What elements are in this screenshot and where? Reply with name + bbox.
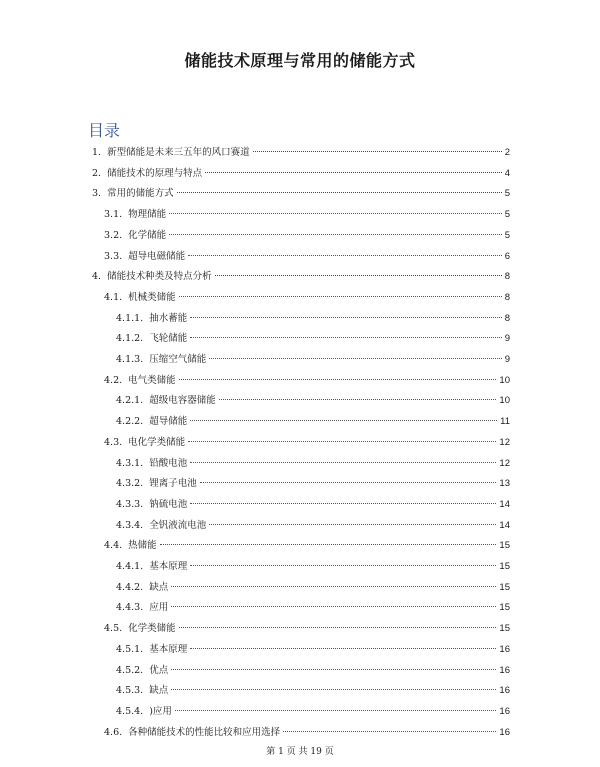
toc-entry-number: 4.1. xyxy=(104,292,123,303)
toc-entry-label: 新型储能是未来三五年的风口赛道 xyxy=(107,147,250,158)
toc-entry-label: 常用的储能方式 xyxy=(107,188,174,199)
toc-heading: 目录 xyxy=(88,121,121,140)
toc-dot-leader xyxy=(171,689,496,690)
toc-entry-page: 2 xyxy=(504,147,510,158)
toc-entry[interactable] xyxy=(116,312,510,326)
toc-entry[interactable] xyxy=(116,581,510,595)
toc-entry-label: 压缩空气储能 xyxy=(149,354,207,365)
toc-dot-leader xyxy=(190,420,497,421)
toc-dot-leader xyxy=(188,441,496,442)
toc-entry-label: 缺点 xyxy=(149,582,169,593)
toc-entry-label: 超级电容器储能 xyxy=(149,395,216,406)
toc-entry-label: 抽水蓄能 xyxy=(149,313,188,324)
toc-entry[interactable] xyxy=(116,457,510,471)
toc-dot-leader xyxy=(169,234,502,235)
toc-entry-label: 锂离子电池 xyxy=(149,478,197,489)
toc-entry-number: 4.3. xyxy=(104,437,123,448)
toc-entry-label: 基本原理 xyxy=(149,561,188,572)
toc-entry-number: 4.4. xyxy=(104,540,123,551)
toc-dot-leader xyxy=(190,565,496,566)
toc-dot-leader xyxy=(205,172,502,173)
toc-entry-page: 16 xyxy=(499,685,510,696)
toc-entry-number: 4.2.1. xyxy=(116,395,144,406)
toc-entry-number: 4.4.3. xyxy=(116,602,144,613)
toc-entry-page: 8 xyxy=(504,292,510,303)
toc-entry[interactable] xyxy=(116,498,510,512)
toc-entry[interactable] xyxy=(104,229,510,243)
toc-entry[interactable] xyxy=(104,436,510,450)
toc-entry-page: 15 xyxy=(499,561,510,572)
toc-entry-page: 4 xyxy=(504,168,510,179)
toc-entry[interactable] xyxy=(104,726,510,740)
toc-dot-leader xyxy=(177,192,502,193)
toc-entry-page: 14 xyxy=(499,520,510,531)
toc-entry-label: 全钒液流电池 xyxy=(149,520,207,531)
toc-entry-label: 化学储能 xyxy=(128,230,167,241)
toc-entry[interactable] xyxy=(116,560,510,574)
toc-entry-label: 基本原理 xyxy=(149,644,188,655)
toc-dot-leader xyxy=(253,151,502,152)
toc-entry-number: 4. xyxy=(92,271,102,282)
toc-entry-number: 4.3.4. xyxy=(116,520,144,531)
toc-entry-label: 飞轮储能 xyxy=(149,333,188,344)
toc-entry-page: 11 xyxy=(500,416,510,427)
toc-dot-leader xyxy=(200,482,497,483)
toc-entry-label: 热储能 xyxy=(128,540,157,551)
toc-entry[interactable] xyxy=(116,664,510,678)
toc-entry-page: 8 xyxy=(504,271,510,282)
toc-entry-number: 4.5. xyxy=(104,623,123,634)
toc-entry-number: 4.5.4. xyxy=(116,706,144,717)
toc-entry[interactable] xyxy=(116,705,510,719)
toc-dot-leader xyxy=(171,586,496,587)
toc-entry-number: 4.1.2. xyxy=(116,333,144,344)
toc-dot-leader xyxy=(179,296,502,297)
toc-entry-label: 电化学类储能 xyxy=(128,437,186,448)
toc-entry[interactable] xyxy=(104,622,510,636)
toc-entry-page: 13 xyxy=(499,478,510,489)
toc-entry-page: 16 xyxy=(499,706,510,717)
toc-entry-page: 6 xyxy=(504,251,510,262)
toc-entry[interactable] xyxy=(116,684,510,698)
toc-dot-leader xyxy=(209,358,501,359)
toc-dot-leader xyxy=(179,379,497,380)
toc-entry-page: 5 xyxy=(504,188,510,199)
toc-dot-leader xyxy=(215,275,502,276)
toc-entry-label: 电气类储能 xyxy=(128,375,176,386)
toc-dot-leader xyxy=(160,544,497,545)
toc-entry-label: 铅酸电池 xyxy=(149,458,188,469)
toc-entry-page: 14 xyxy=(499,499,510,510)
toc-dot-leader xyxy=(179,627,497,628)
toc-entry-number: 4.3.2. xyxy=(116,478,144,489)
toc-entry-number: 4.2. xyxy=(104,375,123,386)
toc-entry-number: 4.3.3. xyxy=(116,499,144,510)
toc-entry-number: 3.1. xyxy=(104,209,123,220)
toc-entry[interactable] xyxy=(116,519,510,533)
toc-entry-label: 超导电磁储能 xyxy=(128,251,186,262)
toc-entry-number: 4.3.1. xyxy=(116,458,144,469)
toc-entry[interactable] xyxy=(116,601,510,615)
toc-entry[interactable] xyxy=(104,250,510,264)
toc-entry-number: 4.5.2. xyxy=(116,665,144,676)
toc-dot-leader xyxy=(190,317,501,318)
toc-entry-number: 2. xyxy=(92,168,102,179)
toc-entry-label: 储能技术种类及特点分析 xyxy=(107,271,212,282)
toc-entry-label: 化学类储能 xyxy=(128,623,176,634)
toc-entry-label: )应用 xyxy=(149,706,172,717)
toc-entry[interactable] xyxy=(116,415,510,429)
toc-dot-leader xyxy=(171,606,496,607)
toc-entry-number: 4.1.1. xyxy=(116,313,144,324)
toc-entry-page: 15 xyxy=(499,623,510,634)
toc-entry-label: 应用 xyxy=(149,602,169,613)
toc-entry-number: 3.3. xyxy=(104,251,123,262)
toc-dot-leader xyxy=(175,710,497,711)
toc-entry-label: 超导储能 xyxy=(149,416,188,427)
toc-entry[interactable] xyxy=(92,167,510,181)
toc-entry[interactable] xyxy=(104,291,510,305)
toc-entry-number: 3.2. xyxy=(104,230,123,241)
toc-dot-leader xyxy=(209,524,496,525)
toc-entry-number: 4.5.1. xyxy=(116,644,144,655)
toc-dot-leader xyxy=(190,462,496,463)
toc-dot-leader xyxy=(283,731,496,732)
toc-entry-page: 9 xyxy=(504,354,510,365)
toc-entry[interactable] xyxy=(92,270,510,284)
toc-entry[interactable] xyxy=(104,208,510,222)
toc-entry[interactable] xyxy=(116,332,510,346)
toc-entry-number: 4.2.2. xyxy=(116,416,144,427)
toc-entry-label: 钠硫电池 xyxy=(149,499,188,510)
toc-entry-page: 8 xyxy=(504,313,510,324)
toc-entry-label: 缺点 xyxy=(149,685,169,696)
toc-entry[interactable] xyxy=(104,539,510,553)
toc-dot-leader xyxy=(190,337,501,338)
toc-dot-leader xyxy=(190,648,496,649)
toc-entry-label: 物理储能 xyxy=(128,209,167,220)
toc-entry-page: 5 xyxy=(504,230,510,241)
toc-entry-number: 4.4.2. xyxy=(116,582,144,593)
toc-entry-page: 16 xyxy=(499,644,510,655)
toc-dot-leader xyxy=(171,669,496,670)
toc-entry-page: 10 xyxy=(499,395,510,406)
toc-dot-leader xyxy=(169,213,502,214)
toc-dot-leader xyxy=(190,503,496,504)
toc-entry-page: 10 xyxy=(499,375,510,386)
toc-entry-number: 3. xyxy=(92,188,102,199)
toc-entry-page: 15 xyxy=(499,540,510,551)
document-title: 储能技术原理与常用的储能方式 xyxy=(184,51,416,70)
toc-entry-page: 12 xyxy=(499,437,510,448)
toc-entry-page: 9 xyxy=(504,333,510,344)
toc-entry-number: 4.1.3. xyxy=(116,354,144,365)
toc-dot-leader xyxy=(188,255,502,256)
toc-entry-label: 优点 xyxy=(149,665,169,676)
toc-entry-number: 1. xyxy=(92,147,102,158)
toc-entry[interactable] xyxy=(92,187,510,201)
toc-entry-number: 4.6. xyxy=(104,727,123,738)
toc-entry[interactable] xyxy=(116,477,510,491)
toc-entry[interactable] xyxy=(116,394,510,408)
toc-entry-label: 机械类储能 xyxy=(128,292,176,303)
toc-entry-page: 5 xyxy=(504,209,510,220)
toc-entry-number: 4.5.3. xyxy=(116,685,144,696)
toc-entry-page: 12 xyxy=(499,458,510,469)
toc-entry-page: 15 xyxy=(499,602,510,613)
toc-dot-leader xyxy=(219,399,497,400)
toc-entry[interactable] xyxy=(92,146,510,160)
toc-entry-label: 各种储能技术的性能比较和应用选择 xyxy=(128,727,281,738)
toc-entry-page: 16 xyxy=(499,727,510,738)
toc-entry[interactable] xyxy=(116,643,510,657)
toc-entry-page: 15 xyxy=(499,582,510,593)
toc-entry-number: 4.4.1. xyxy=(116,561,144,572)
page-footer: 第 1 页 共 19 页 xyxy=(266,747,334,757)
toc-entry-page: 16 xyxy=(499,665,510,676)
toc-entry[interactable] xyxy=(104,374,510,388)
toc-entry-label: 储能技术的原理与特点 xyxy=(107,168,203,179)
toc-entry[interactable] xyxy=(116,353,510,367)
